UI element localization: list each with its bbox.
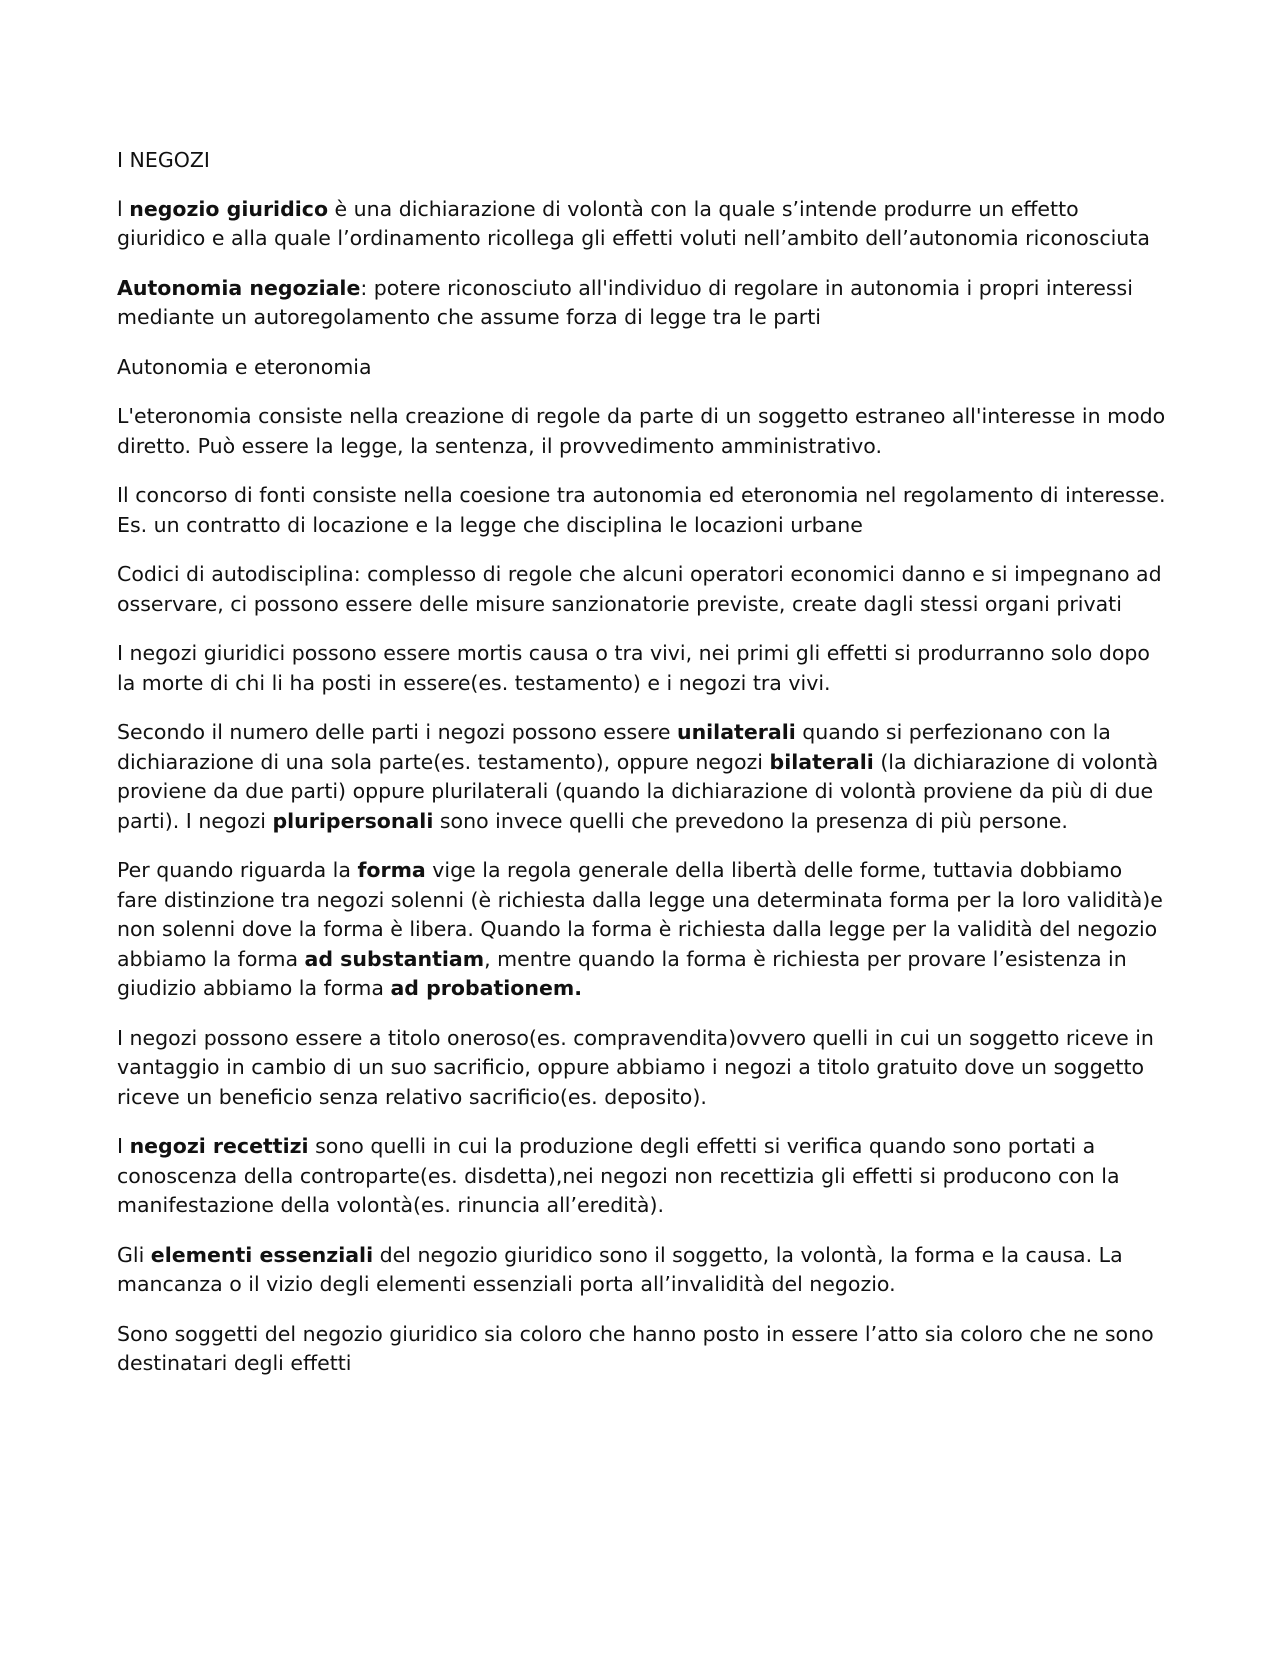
bold-term: forma: [357, 858, 426, 882]
paragraph-p3: [117, 353, 1167, 383]
paragraph-text: Autonomia e eteronomia: [117, 354, 372, 379]
bold-term: elementi essenziali: [150, 1242, 374, 1267]
document-title: I NEGOZI: [117, 148, 210, 172]
paragraph-text: Secondo il numero delle parti i negozi possono essere: [117, 720, 677, 744]
bold-term: ad substantiam: [304, 946, 485, 971]
paragraph-text: (la dichiarazione di volontà proviene da due parti) oppure plurilaterali (quando la dichiarazione di volontà proviene da più di due parti). I negozi: [117, 749, 1159, 833]
paragraph-text: vige la regola generale della libertà delle forme, tuttavia dobbiamo fare distinzione tra negozi solenni (è richiesta dalla legge una determinata forma per la loro validità)e non solenni dove la forma è libera. Quando la forma è richiesta dalla legge per la validità del negozio abbiamo la forma: [117, 858, 1163, 971]
bold-term: ad probationem.: [390, 976, 583, 1000]
paragraph-p7: [117, 639, 1167, 698]
paragraph-p1: [117, 195, 1167, 254]
bold-term: Autonomia negoziale: [117, 275, 361, 300]
paragraph-text: Per quando riguarda la: [117, 858, 358, 882]
paragraph-text: I negozi giuridici possono essere mortis causa o tra vivi, nei primi gli effetti si produrranno solo dopo la morte di chi li ha posti in essere(es. testamento) e i negozi tra vivi.: [117, 641, 1150, 695]
paragraph-text: è una dichiarazione di volontà con la quale s’intende produrre un effetto giuridico e alla quale l’ordinamento ricollega gli effetti voluti nell’ambito dell’autonomia riconosciuta: [117, 196, 1150, 250]
paragraph-text: , mentre quando la forma è richiesta per provare l’esistenza in giudizio abbiamo la forma: [117, 946, 1127, 1000]
paragraph-text: L'eteronomia consiste nella creazione di regole da parte di un soggetto estraneo all'interesse in modo diretto. Può essere la legge, la sentenza, il provvedimento amministrativo.: [117, 404, 1166, 458]
paragraph-p12: [117, 1241, 1167, 1300]
paragraph-text: I negozi possono essere a titolo oneroso(es. compravendita)ovvero quelli in cui un soggetto riceve in vantaggio in cambio di un suo sacrificio, oppure abbiamo i negozi a titolo gratuito dove un soggetto riceve un beneficio senza relativo sacrificio(es. deposito).: [117, 1025, 1154, 1109]
paragraph-p10: [117, 1024, 1167, 1113]
paragraph-text: Il concorso di fonti consiste nella coesione tra autonomia ed eteronomia nel regolamento di interesse. Es. un contratto di locazione e la legge che disciplina le locazioni urbane: [117, 483, 1166, 537]
paragraph-text: del negozio giuridico sono il soggetto, la volontà, la forma e la causa. La mancanza o il vizio degli elementi essenziali porta all’invalidità del negozio.: [117, 1242, 1123, 1296]
paragraph-p8: [117, 718, 1167, 836]
paragraph-text: l: [117, 196, 130, 221]
bold-term: negozi recettizi: [129, 1134, 309, 1158]
paragraph-p11: [117, 1132, 1167, 1221]
paragraph-text: : potere riconosciuto all'individuo di regolare in autonomia i propri interessi mediante un autoregolamento che assume forza di legge tra le parti: [117, 275, 1133, 329]
paragraph-p6: [117, 560, 1167, 619]
bold-term: bilaterali: [769, 749, 874, 774]
paragraph-text: sono quelli in cui la produzione degli effetti si verifica quando sono portati a conoscenza della controparte(es. disdetta),nei negozi non recettizia gli effetti si producono con la manifestazione della volontà(es. rinuncia all’eredità).: [117, 1134, 1120, 1217]
paragraph-p4: [117, 402, 1167, 461]
bold-term: negozio giuridico: [129, 196, 329, 221]
paragraph-text: Gli: [117, 1242, 151, 1267]
paragraph-text: Codici di autodisciplina: complesso di regole che alcuni operatori economici danno e si impegnano ad osservare, ci possono essere delle misure sanzionatorie previste, create dagli stessi organi privati: [117, 562, 1162, 616]
paragraph-p5: [117, 481, 1167, 540]
paragraph-p13: [117, 1320, 1167, 1379]
bold-term: unilaterali: [676, 720, 796, 744]
paragraph-text: sono invece quelli che prevedono la presenza di più persone.: [433, 808, 1068, 833]
paragraph-text: Sono soggetti del negozio giuridico sia coloro che hanno posto in essere l’atto sia coloro che ne sono destinatari degli effetti: [117, 1321, 1154, 1375]
paragraph-p2: [117, 274, 1167, 333]
document-page: [117, 146, 1167, 1399]
paragraph-text: quando si perfezionano con la dichiarazione di una sola parte(es. testamento), oppure negozi: [117, 720, 1111, 774]
paragraph-text: I: [117, 1134, 130, 1158]
bold-term: pluripersonali: [272, 808, 434, 833]
paragraph-p9: [117, 856, 1167, 1004]
document-body: [117, 195, 1167, 1379]
